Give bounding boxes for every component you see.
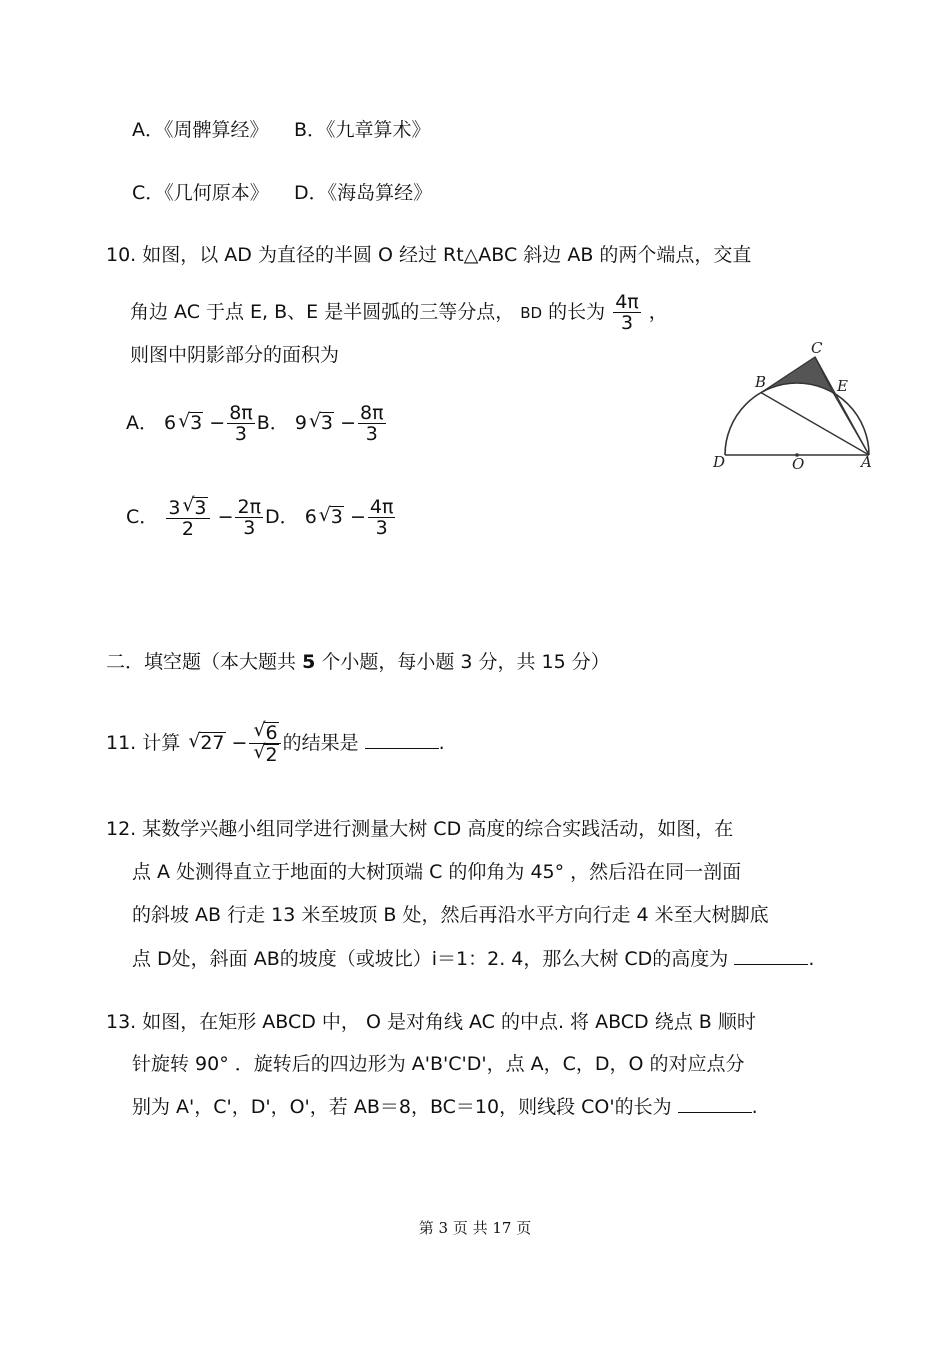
q13-line1: 13. 如图，在矩形 ABCD 中， O 是对角线 AC 的中点. 将 ABCD 绕点 B 顺时 [106, 1011, 756, 1033]
q13-answer-blank[interactable] [678, 1094, 752, 1113]
q10-options-ab [126, 398, 388, 448]
q10-option-c-radical [182, 497, 207, 518]
q10-arc-length-fraction [613, 292, 641, 333]
q10-option-b-label: B． [256, 412, 289, 434]
q10-arc-length-denominator: 3 [620, 312, 634, 334]
q10-line3: 则图中阴影部分的面积为 [130, 344, 340, 366]
q10-option-d-label: D． [265, 506, 299, 528]
q10-option-a-coef: 6 [164, 412, 177, 434]
q11-denominator-radical [253, 744, 278, 765]
figure-label-d: D [713, 453, 726, 471]
q10-option-d-coef: 6 [304, 506, 317, 528]
q10-option-b-fraction [358, 403, 386, 444]
q10-option-a-numerator: 8π [229, 402, 253, 424]
section2-count: 5 [302, 651, 316, 673]
q11-prefix: 11. 计算 [106, 732, 181, 754]
figure-label-b: B [755, 373, 767, 391]
q12-line4-text: 点 D处，斜面 AB的坡度（或坡比）i＝1：2. 4，那么大树 CD的高度为 [132, 948, 729, 970]
q12-line3: 的斜坡 AB 行走 13 米至坡顶 B 处，然后再沿水平方向行走 4 米至大树脚底 [132, 904, 769, 926]
q13-line3-text: 别为 A'，C'，D'，O'，若 AB＝8，BC＝10，则线段 CO'的长为 [132, 1096, 672, 1118]
q10-line2 [130, 292, 668, 333]
q10-option-d-numerator: 4π [369, 496, 394, 518]
q10-option-b-radical [309, 398, 334, 448]
q10-option-c-denominator1: 2 [181, 517, 194, 540]
figure-shaded-region [761, 357, 833, 393]
q11-line [106, 718, 445, 768]
q10-option-c-fraction2 [235, 497, 263, 538]
q10-option-c-label: C． [126, 506, 159, 528]
q10-option-a-fraction [227, 403, 255, 444]
q10-option-b-numerator: 8π [359, 402, 384, 424]
q9-option-d: D．《海岛算经》 [294, 182, 433, 204]
page-footer: 第 3 页 共 17 页 [418, 1219, 532, 1237]
q10-option-a-minus: − [209, 412, 226, 434]
section2-suffix: 个小题，每小题 3 分，共 15 分） [321, 651, 610, 673]
q11-minus: − [231, 732, 248, 754]
q10-option-a-radicand: 3 [190, 412, 203, 434]
q11-fraction [249, 722, 280, 765]
q12-answer-blank[interactable] [734, 946, 808, 965]
q10-arc-length-numerator: 4π [615, 291, 639, 313]
q10-options-cd [126, 492, 397, 542]
q13-end: . [751, 1096, 758, 1118]
figure-segment-ea [833, 393, 869, 455]
q13-line3 [132, 1094, 758, 1119]
q10-option-c-num-coef: 3 [168, 496, 181, 519]
q10-arc-bd: BD [520, 304, 543, 322]
q10-option-c-minus: − [217, 506, 234, 528]
q11-radical-27 [188, 718, 225, 768]
q11-suffix: 的结果是 [282, 732, 359, 754]
q10-line2-text: 角边 AC 于点 E, B、E 是半圆弧的三等分点， [130, 301, 515, 323]
q11-end: . [438, 732, 445, 754]
q10-option-c-numerator1 [166, 497, 209, 519]
figure-label-c: C [811, 339, 823, 357]
q10-line2-length-text: 的长为 [548, 301, 606, 323]
figure-segment-ba [761, 393, 869, 455]
q10-option-c-radicand: 3 [194, 496, 207, 519]
q10-option-d-radical [319, 492, 344, 542]
q11-numerator-radical [253, 722, 278, 743]
q12-line2: 点 A 处测得直立于地面的大树顶端 C 的仰角为 45° ，然后沿在同一剖面 [132, 861, 742, 883]
q12-end: . [808, 948, 815, 970]
q11-denominator [249, 744, 280, 765]
q11-answer-blank[interactable] [365, 730, 439, 749]
q10-option-b-denominator: 3 [365, 423, 378, 445]
figure-label-a: A [861, 453, 872, 471]
q11-denominator-radicand: 2 [265, 744, 278, 766]
q10-option-d-minus: − [349, 506, 366, 528]
q10-option-a-radical [178, 398, 203, 448]
q12-line1: 12. 某数学兴趣小组同学进行测量大树 CD 高度的综合实践活动，如图，在 [106, 818, 734, 840]
section2-heading [106, 650, 610, 674]
q13-line2: 针旋转 90° ．旋转后的四边形为 A'B'C'D'，点 A，C，D，O 的对应点分 [132, 1053, 745, 1075]
q9-option-b: B．《九章算术》 [294, 119, 431, 141]
q10-line1: 10. 如图，以 AD 为直径的半圆 O 经过 Rt△ABC 斜边 AB 的两个端点，交直 [106, 244, 752, 266]
section2-prefix: 二．填空题（本大题共 [106, 651, 297, 673]
q10-option-d-fraction [368, 497, 396, 538]
q10-option-d-radicand: 3 [330, 506, 343, 528]
q10-option-c-fraction1 [166, 497, 209, 539]
q9-option-c: C．《几何原本》 [132, 182, 269, 204]
q10-option-c-numerator2: 2π [237, 496, 262, 518]
q11-numerator-radicand: 6 [265, 722, 278, 744]
figure-label-e: E [837, 377, 848, 395]
q10-semicircle-figure [705, 335, 885, 475]
q10-option-b-coef: 9 [294, 412, 307, 434]
q10-option-c-denominator2: 3 [243, 517, 256, 539]
q11-radicand-27: 27 [200, 732, 225, 754]
figure-label-o: O [792, 455, 805, 473]
q10-option-a-denominator: 3 [234, 423, 248, 445]
q10-option-b-minus: − [340, 412, 356, 434]
q10-line2-end: ， [648, 301, 668, 323]
q12-line4 [132, 946, 814, 971]
q9-option-a: A．《周髀算经》 [132, 119, 269, 141]
q10-option-b-radicand: 3 [320, 412, 334, 434]
q10-option-d-denominator: 3 [375, 517, 388, 539]
q10-option-a-label: A． [126, 412, 158, 434]
